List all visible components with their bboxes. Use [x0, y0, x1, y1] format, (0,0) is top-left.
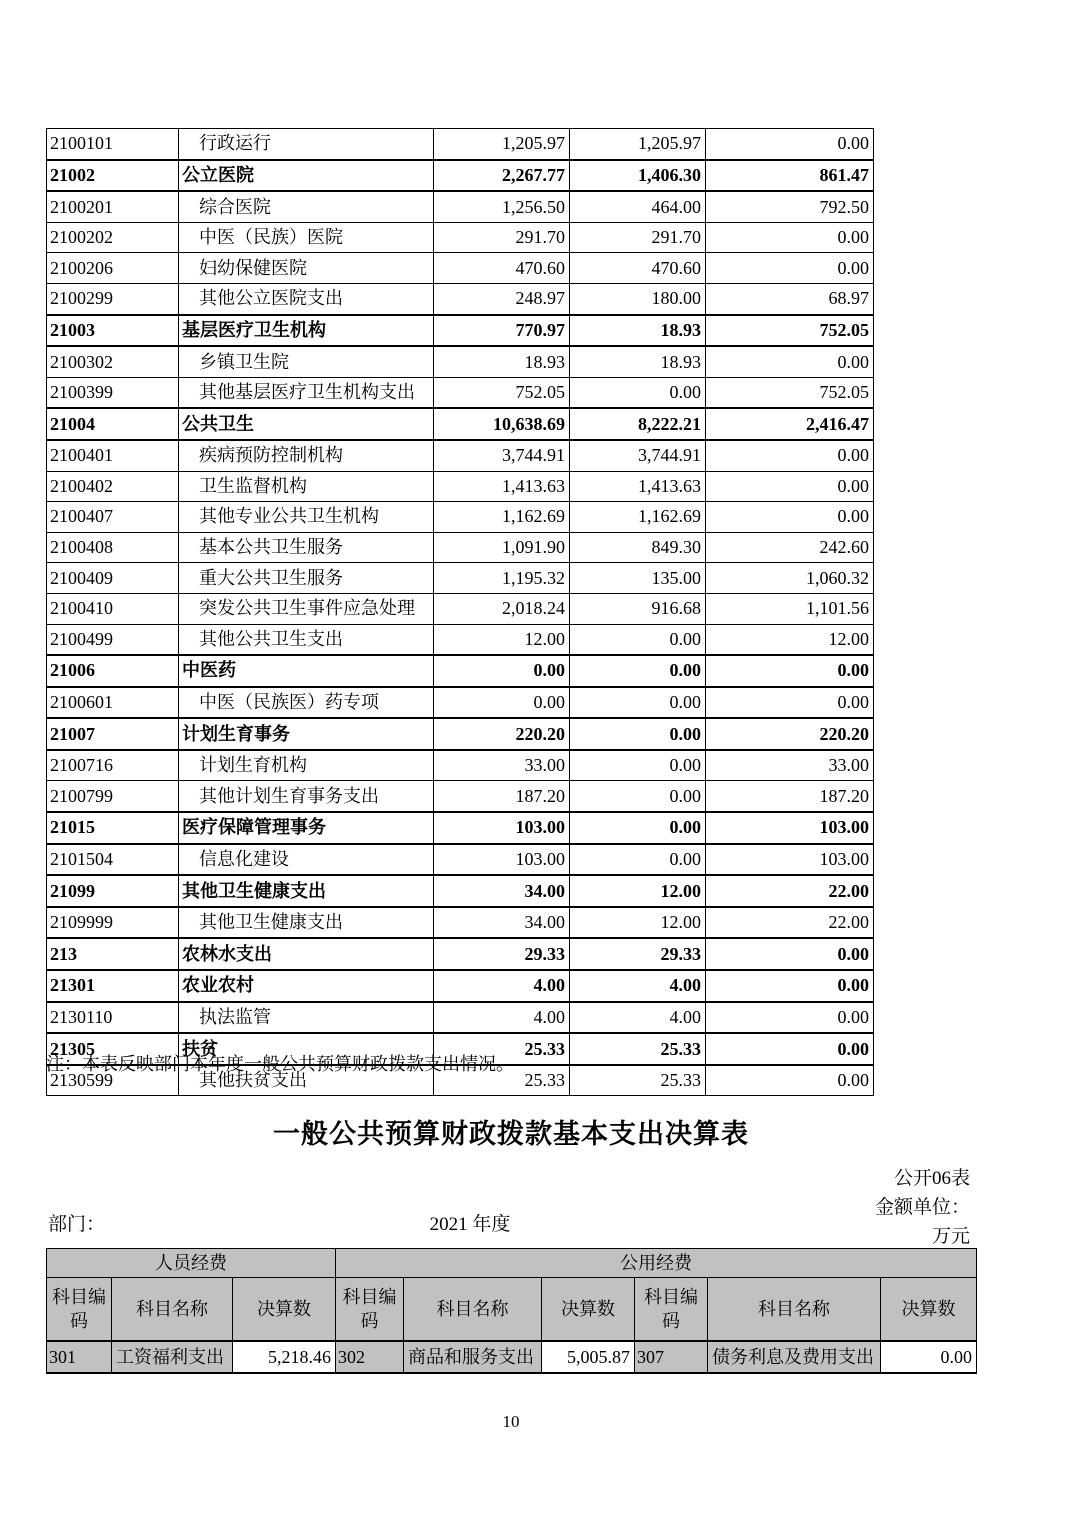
- row-code: 2100410: [47, 593, 179, 624]
- row-project-value: 0.00: [706, 346, 874, 377]
- table-row: [47, 408, 874, 440]
- row-code: 2100601: [47, 687, 179, 719]
- row-code: 2100201: [47, 191, 179, 222]
- row-code: 2100716: [47, 750, 179, 781]
- row-name: 重大公共卫生服务: [179, 563, 434, 594]
- row-project-value: 187.20: [706, 781, 874, 812]
- table-row: [47, 253, 874, 284]
- row-total-value: 1,413.63: [434, 471, 570, 502]
- table-row: [47, 1002, 874, 1034]
- row-code: 2100399: [47, 377, 179, 408]
- row-code: 2100206: [47, 253, 179, 284]
- entry-code: 302: [336, 1341, 404, 1373]
- row-total-value: 470.60: [434, 253, 570, 284]
- row-total-value: 2,267.77: [434, 160, 570, 192]
- row-basic-value: 0.00: [570, 377, 706, 408]
- row-name: 中医（民族）医院: [179, 222, 434, 253]
- row-code: 21002: [47, 160, 179, 192]
- row-project-value: 0.00: [706, 1033, 874, 1065]
- group-header-cell: 人员经费: [47, 1249, 336, 1278]
- row-code: 2100402: [47, 471, 179, 502]
- column-header-row: [47, 1278, 977, 1342]
- row-project-value: 33.00: [706, 750, 874, 781]
- row-basic-value: 12.00: [570, 875, 706, 907]
- row-total-value: 187.20: [434, 781, 570, 812]
- row-basic-value: 29.33: [570, 938, 706, 970]
- table-row: [47, 315, 874, 347]
- row-name: 其他卫生健康支出: [179, 875, 434, 907]
- table-row: [47, 687, 874, 719]
- table-note: 注：本表反映部门本年度一般公共预算财政拨款支出情况。: [46, 1054, 514, 1074]
- row-basic-value: 18.93: [570, 346, 706, 377]
- table-row: [47, 283, 874, 314]
- row-name: 其他公立医院支出: [179, 283, 434, 314]
- table-row: [47, 875, 874, 907]
- table-row: [47, 970, 874, 1002]
- row-name: 医疗保障管理事务: [179, 812, 434, 844]
- row-basic-value: 470.60: [570, 253, 706, 284]
- entry-code: 307: [635, 1341, 708, 1373]
- row-basic-value: 25.33: [570, 1065, 706, 1096]
- row-basic-value: 0.00: [570, 718, 706, 750]
- row-code: 2100202: [47, 222, 179, 253]
- row-total-value: 1,091.90: [434, 532, 570, 563]
- row-project-value: 752.05: [706, 377, 874, 408]
- row-project-value: 0.00: [706, 502, 874, 533]
- row-code: 21004: [47, 408, 179, 440]
- row-total-value: 248.97: [434, 283, 570, 314]
- row-name: 中医药: [179, 655, 434, 687]
- row-project-value: 861.47: [706, 160, 874, 192]
- entry-value: 5,218.46: [233, 1341, 336, 1373]
- row-code: 21007: [47, 718, 179, 750]
- page-number: 10: [502, 1412, 520, 1431]
- row-project-value: 0.00: [706, 938, 874, 970]
- row-total-value: 220.20: [434, 718, 570, 750]
- row-total-value: 752.05: [434, 377, 570, 408]
- row-name: 其他卫生健康支出: [179, 907, 434, 939]
- table-row: [47, 346, 874, 377]
- row-basic-value: 464.00: [570, 191, 706, 222]
- row-code: 2130110: [47, 1002, 179, 1034]
- entry-name: 工资福利支出: [112, 1341, 233, 1373]
- row-code: 21003: [47, 315, 179, 347]
- column-header-cell: 科目编码: [336, 1278, 404, 1342]
- row-project-value: 0.00: [706, 129, 874, 160]
- table-row: [47, 222, 874, 253]
- row-basic-value: 291.70: [570, 222, 706, 253]
- row-name: 信息化建设: [179, 844, 434, 876]
- table-row: [47, 812, 874, 844]
- row-code: 21301: [47, 970, 179, 1002]
- row-total-value: 10,638.69: [434, 408, 570, 440]
- row-basic-value: 0.00: [570, 844, 706, 876]
- column-header-cell: 决算数: [233, 1278, 336, 1342]
- table-row: [47, 655, 874, 687]
- row-name: 公立医院: [179, 160, 434, 192]
- row-project-value: 22.00: [706, 875, 874, 907]
- row-project-value: 12.00: [706, 624, 874, 655]
- row-name: 卫生监督机构: [179, 471, 434, 502]
- entry-name: 债务利息及费用支出: [708, 1341, 881, 1373]
- row-code: 213: [47, 938, 179, 970]
- row-total-value: 25.33: [434, 1033, 570, 1065]
- row-total-value: 2,018.24: [434, 593, 570, 624]
- row-name: 基本公共卫生服务: [179, 532, 434, 563]
- column-header-cell: 决算数: [542, 1278, 635, 1342]
- row-basic-value: 849.30: [570, 532, 706, 563]
- table-row: [47, 563, 874, 594]
- table-row: [47, 844, 874, 876]
- general-budget-expenditure-table: [46, 128, 874, 1096]
- row-code: 2100408: [47, 532, 179, 563]
- row-project-value: 792.50: [706, 191, 874, 222]
- row-code: 21015: [47, 812, 179, 844]
- row-basic-value: 1,413.63: [570, 471, 706, 502]
- row-project-value: 0.00: [706, 687, 874, 719]
- row-project-value: 0.00: [706, 970, 874, 1002]
- row-project-value: 0.00: [706, 440, 874, 471]
- row-project-value: 0.00: [706, 655, 874, 687]
- row-total-value: 4.00: [434, 1002, 570, 1034]
- row-total-value: 1,205.97: [434, 129, 570, 160]
- table-row: [47, 471, 874, 502]
- row-total-value: 0.00: [434, 655, 570, 687]
- row-basic-value: 135.00: [570, 563, 706, 594]
- row-name: 农业农村: [179, 970, 434, 1002]
- group-header-cell: 公用经费: [336, 1249, 977, 1278]
- row-name: 扶贫: [179, 1033, 434, 1065]
- table-row: [47, 938, 874, 970]
- row-basic-value: 12.00: [570, 907, 706, 939]
- row-name: 其他专业公共卫生机构: [179, 502, 434, 533]
- row-total-value: 25.33: [434, 1065, 570, 1096]
- row-project-value: 0.00: [706, 471, 874, 502]
- row-total-value: 33.00: [434, 750, 570, 781]
- column-header-cell: 科目名称: [708, 1278, 881, 1342]
- row-total-value: 34.00: [434, 875, 570, 907]
- row-name: 行政运行: [179, 129, 434, 160]
- row-name: 执法监管: [179, 1002, 434, 1034]
- row-code: 2130599: [47, 1065, 179, 1096]
- row-total-value: 12.00: [434, 624, 570, 655]
- row-basic-value: 4.00: [570, 970, 706, 1002]
- row-name: 公共卫生: [179, 408, 434, 440]
- row-code: 2100401: [47, 440, 179, 471]
- row-basic-value: 18.93: [570, 315, 706, 347]
- row-name: 其他公共卫生支出: [179, 624, 434, 655]
- row-basic-value: 3,744.91: [570, 440, 706, 471]
- table-row: [47, 129, 874, 160]
- row-code: 21006: [47, 655, 179, 687]
- row-basic-value: 0.00: [570, 812, 706, 844]
- column-header-cell: 科目编码: [47, 1278, 112, 1342]
- row-total-value: 4.00: [434, 970, 570, 1002]
- column-header-cell: 科目名称: [404, 1278, 542, 1342]
- row-project-value: 0.00: [706, 1002, 874, 1034]
- row-code: 2100302: [47, 346, 179, 377]
- row-basic-value: 1,162.69: [570, 502, 706, 533]
- row-total-value: 770.97: [434, 315, 570, 347]
- table-row: [47, 624, 874, 655]
- table-row: [47, 1341, 977, 1373]
- table-row: [47, 440, 874, 471]
- row-project-value: 0.00: [706, 222, 874, 253]
- row-total-value: 103.00: [434, 844, 570, 876]
- entry-code: 301: [47, 1341, 112, 1373]
- row-code: 21305: [47, 1033, 179, 1065]
- row-code: 2100299: [47, 283, 179, 314]
- row-basic-value: 0.00: [570, 781, 706, 812]
- row-name: 计划生育事务: [179, 718, 434, 750]
- row-name: 乡镇卫生院: [179, 346, 434, 377]
- row-basic-value: 0.00: [570, 687, 706, 719]
- row-basic-value: 1,205.97: [570, 129, 706, 160]
- row-name: 中医（民族医）药专项: [179, 687, 434, 719]
- row-project-value: 242.60: [706, 532, 874, 563]
- row-name: 突发公共卫生事件应急处理: [179, 593, 434, 624]
- row-basic-value: 916.68: [570, 593, 706, 624]
- row-project-value: 0.00: [706, 1065, 874, 1096]
- row-project-value: 68.97: [706, 283, 874, 314]
- table-row: [47, 532, 874, 563]
- row-project-value: 103.00: [706, 812, 874, 844]
- table-code-label: 公开06表: [893, 1168, 970, 1189]
- row-name: 其他基层医疗卫生机构支出: [179, 377, 434, 408]
- row-name: 妇幼保健医院: [179, 253, 434, 284]
- row-project-value: 0.00: [706, 253, 874, 284]
- row-total-value: 18.93: [434, 346, 570, 377]
- row-basic-value: 1,406.30: [570, 160, 706, 192]
- fiscal-year: 2021 年度: [429, 1214, 511, 1235]
- table-row: [47, 160, 874, 192]
- basic-expenditure-table: [46, 1248, 977, 1374]
- section-title: 一般公共预算财政拨款基本支出决算表: [273, 1119, 749, 1149]
- row-code: 2101504: [47, 844, 179, 876]
- table-row: [47, 377, 874, 408]
- table-row: [47, 191, 874, 222]
- row-total-value: 103.00: [434, 812, 570, 844]
- row-total-value: 291.70: [434, 222, 570, 253]
- group-header-row: [47, 1249, 977, 1278]
- table-row: [47, 907, 874, 939]
- row-name: 基层医疗卫生机构: [179, 315, 434, 347]
- entry-name: 商品和服务支出: [404, 1341, 542, 1373]
- unit-value: 万元: [931, 1226, 970, 1247]
- row-project-value: 103.00: [706, 844, 874, 876]
- unit-label: 金额单位：: [874, 1197, 970, 1218]
- column-header-cell: 科目名称: [112, 1278, 233, 1342]
- row-code: 2100409: [47, 563, 179, 594]
- row-basic-value: 0.00: [570, 750, 706, 781]
- table-row: [47, 502, 874, 533]
- row-project-value: 220.20: [706, 718, 874, 750]
- table-row: [47, 781, 874, 812]
- row-total-value: 1,256.50: [434, 191, 570, 222]
- row-code: 21099: [47, 875, 179, 907]
- row-project-value: 1,060.32: [706, 563, 874, 594]
- row-total-value: 1,195.32: [434, 563, 570, 594]
- table-row: [47, 593, 874, 624]
- row-code: 2100407: [47, 502, 179, 533]
- entry-value: 5,005.87: [542, 1341, 635, 1373]
- row-total-value: 34.00: [434, 907, 570, 939]
- row-code: 2109999: [47, 907, 179, 939]
- row-name: 计划生育机构: [179, 750, 434, 781]
- department-label: 部门：: [48, 1214, 106, 1235]
- entry-value: 0.00: [881, 1341, 977, 1373]
- row-project-value: 2,416.47: [706, 408, 874, 440]
- row-name: 其他扶贫支出: [179, 1065, 434, 1096]
- row-project-value: 1,101.56: [706, 593, 874, 624]
- table-row: [47, 750, 874, 781]
- row-code: 2100799: [47, 781, 179, 812]
- row-name: 疾病预防控制机构: [179, 440, 434, 471]
- row-total-value: 1,162.69: [434, 502, 570, 533]
- row-name: 其他计划生育事务支出: [179, 781, 434, 812]
- row-basic-value: 4.00: [570, 1002, 706, 1034]
- table-row: [47, 718, 874, 750]
- row-basic-value: 25.33: [570, 1033, 706, 1065]
- row-name: 综合医院: [179, 191, 434, 222]
- row-name: 农林水支出: [179, 938, 434, 970]
- row-code: 2100499: [47, 624, 179, 655]
- row-basic-value: 0.00: [570, 624, 706, 655]
- column-header-cell: 决算数: [881, 1278, 977, 1342]
- row-basic-value: 180.00: [570, 283, 706, 314]
- column-header-cell: 科目编码: [635, 1278, 708, 1342]
- row-total-value: 0.00: [434, 687, 570, 719]
- row-basic-value: 8,222.21: [570, 408, 706, 440]
- row-project-value: 22.00: [706, 907, 874, 939]
- row-total-value: 29.33: [434, 938, 570, 970]
- row-project-value: 752.05: [706, 315, 874, 347]
- row-basic-value: 0.00: [570, 655, 706, 687]
- row-total-value: 3,744.91: [434, 440, 570, 471]
- row-code: 2100101: [47, 129, 179, 160]
